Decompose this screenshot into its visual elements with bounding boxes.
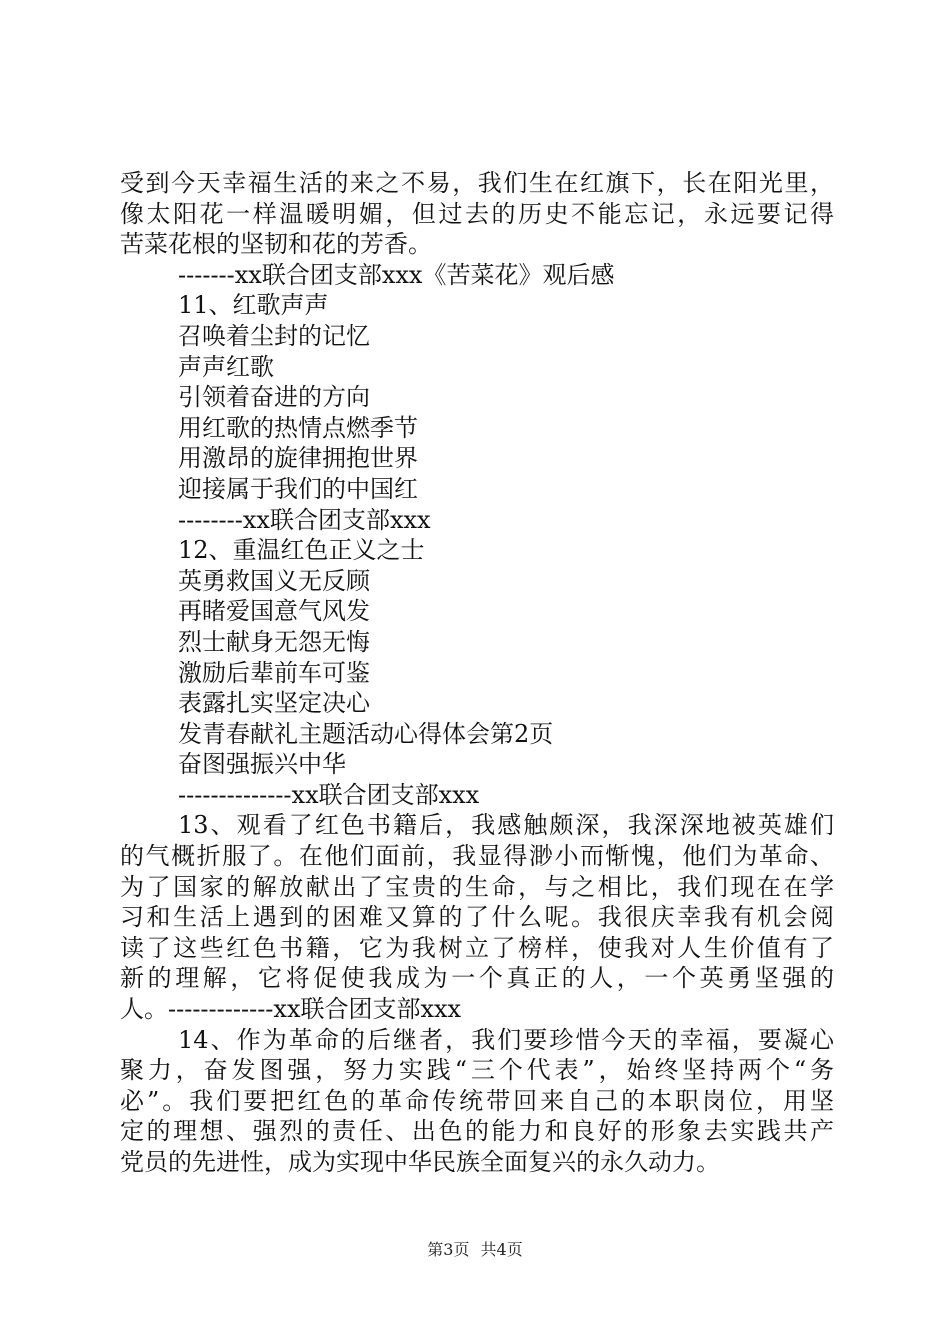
text-line: 表露扎实坚定决心 <box>178 689 370 718</box>
text-line: 13、观看了红色书籍后，我感触颇深，我深深地被英雄们 <box>178 811 834 840</box>
text-line: 激励后辈前车可鉴 <box>178 658 370 687</box>
text-line: 引领着奋进的方向 <box>178 383 370 412</box>
page-footer <box>0 1240 950 1260</box>
text-line: 11、红歌声声 <box>178 291 329 320</box>
text-line: 再睹爱国意气风发 <box>178 597 370 626</box>
text-line: --------xx联合团支部xxx <box>178 505 431 534</box>
text-line: 党员的先进性，成为实现中华民族全面复兴的永久动力。 <box>120 1148 720 1176</box>
text-line: 声声红歌 <box>178 352 274 381</box>
page-total: 共4页 <box>480 1240 523 1259</box>
document-body <box>120 168 834 1178</box>
text-line: --------------xx联合团支部xxx <box>178 780 480 809</box>
text-line: 为了国家的解放献出了宝贵的生命，与之相比，我们现在在学 <box>120 872 834 901</box>
text-line: 聚力，奋发图强，努力实践“三个代表”，始终坚持两个“务 <box>120 1056 834 1085</box>
text-line: 人。-------------xx联合团支部xxx <box>120 995 462 1024</box>
text-line: 14、作为革命的后继者，我们要珍惜今天的幸福，要凝心 <box>178 1025 834 1054</box>
text-line: 召唤着尘封的记忆 <box>178 321 370 350</box>
text-line: 迎接属于我们的中国红 <box>178 474 418 503</box>
text-line: 读了这些红色书籍，它为我树立了榜样，使我对人生价值有了 <box>120 933 834 962</box>
text-line: 习和生活上遇到的困难又算的了什么呢。我很庆幸我有机会阅 <box>120 903 834 932</box>
text-line: 用激昂的旋律拥抱世界 <box>178 444 418 473</box>
text-line: 必”。我们要把红色的革命传统带回来自己的本职岗位，用坚 <box>120 1086 834 1115</box>
text-line: 12、重温红色正义之士 <box>178 536 425 565</box>
text-line: 烈士献身无怨无悔 <box>178 627 370 656</box>
text-line: 英勇救国义无反顾 <box>178 566 370 595</box>
text-line: 用红歌的热情点燃季节 <box>178 413 418 442</box>
page-number: 第3页 <box>427 1240 470 1259</box>
text-line: 新的理解，它将促使我成为一个真正的人，一个英勇坚强的 <box>120 964 834 993</box>
text-line: 奋图强振兴中华 <box>178 750 346 779</box>
text-line: 的气概折服了。在他们面前，我显得渺小而惭愧，他们为革命、 <box>120 842 834 871</box>
text-line: 发青春献礼主题活动心得体会第2页 <box>178 719 554 748</box>
text-line: 受到今天幸福生活的来之不易，我们生在红旗下，长在阳光里， <box>120 169 834 197</box>
text-line: 苦菜花根的坚韧和花的芳香。 <box>120 230 432 259</box>
text-line: 像太阳花一样温暖明媚，但过去的历史不能忘记，永远要记得 <box>120 199 834 228</box>
text-line: 定的理想、强烈的责任、出色的能力和良好的形象去实践共产 <box>120 1117 834 1146</box>
text-line: -------xx联合团支部xxx《苦菜花》观后感 <box>178 260 615 289</box>
